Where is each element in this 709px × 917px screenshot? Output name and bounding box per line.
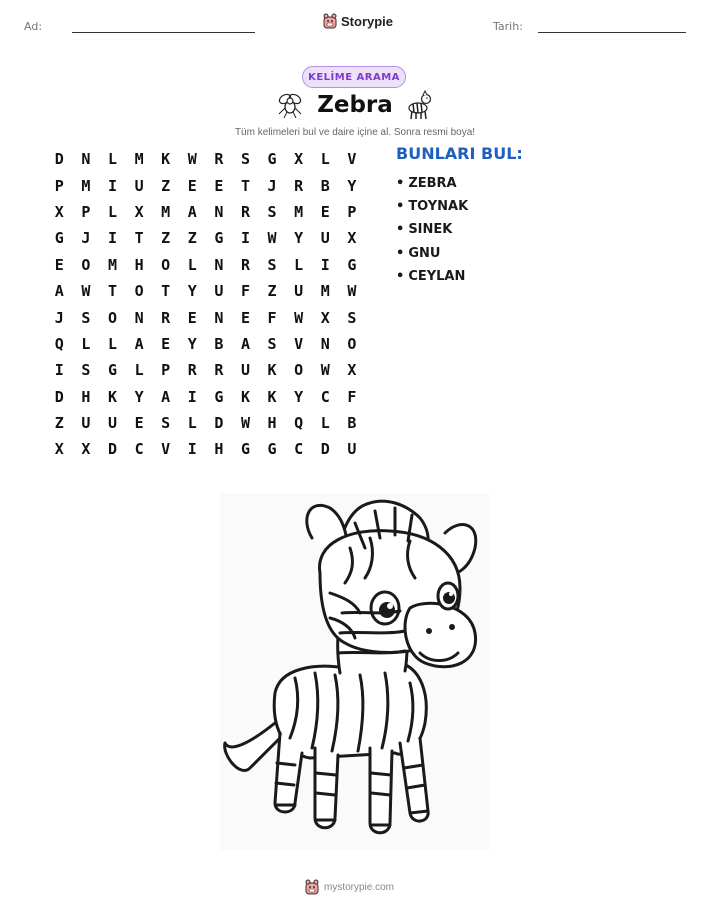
word-text: TOYNAK bbox=[408, 199, 469, 215]
word-search-badge: KELİME ARAMA bbox=[302, 66, 406, 88]
grid-row bbox=[46, 357, 365, 383]
grid-cell[interactable]: E bbox=[187, 308, 197, 327]
brand-logo bbox=[323, 13, 393, 29]
grid-cell[interactable]: P bbox=[161, 361, 171, 380]
footer bbox=[305, 879, 394, 895]
grid-cell[interactable]: I bbox=[54, 361, 64, 380]
bullet: • bbox=[396, 176, 405, 192]
grid-cell[interactable]: Z bbox=[54, 414, 64, 433]
grid-cell[interactable]: C bbox=[134, 440, 144, 459]
grid-cell[interactable]: U bbox=[81, 414, 91, 433]
grid-cell[interactable]: G bbox=[54, 229, 64, 248]
grid-cell[interactable]: L bbox=[81, 334, 91, 353]
grid-cell[interactable]: R bbox=[240, 255, 250, 274]
grid-cell[interactable]: Q bbox=[294, 414, 304, 433]
grid-cell[interactable]: L bbox=[320, 150, 330, 169]
grid-cell[interactable]: K bbox=[107, 387, 117, 406]
grid-row bbox=[46, 331, 365, 357]
grid-cell[interactable]: Z bbox=[161, 229, 171, 248]
instructions: Tüm kelimeleri bul ve daire içine al. Sonra resmi boya! bbox=[234, 127, 476, 138]
storypie-mascot-icon bbox=[305, 879, 319, 895]
word-list-title: BUNLARI BUL: bbox=[396, 144, 523, 163]
grid-cell[interactable]: I bbox=[107, 229, 117, 248]
grid-cell[interactable]: P bbox=[81, 202, 91, 221]
date-label: Tarih: bbox=[493, 20, 523, 33]
grid-cell[interactable]: F bbox=[240, 282, 250, 301]
footer-url[interactable]: mystorypie.com bbox=[324, 881, 395, 893]
grid-cell[interactable]: K bbox=[267, 361, 277, 380]
grid-cell[interactable]: R bbox=[294, 176, 304, 195]
grid-row bbox=[46, 225, 365, 251]
word-list-item bbox=[396, 242, 468, 265]
grid-cell[interactable]: U bbox=[214, 282, 224, 301]
grid-cell[interactable]: Z bbox=[161, 176, 171, 195]
grid-cell[interactable]: M bbox=[161, 202, 171, 221]
grid-cell[interactable]: L bbox=[107, 150, 117, 169]
grid-cell[interactable]: T bbox=[107, 282, 117, 301]
grid-cell[interactable]: L bbox=[107, 202, 117, 221]
grid-cell[interactable]: X bbox=[347, 361, 357, 380]
grid-cell[interactable]: V bbox=[294, 334, 304, 353]
grid-cell[interactable]: D bbox=[214, 414, 224, 433]
grid-cell[interactable]: X bbox=[320, 308, 330, 327]
grid-cell[interactable]: X bbox=[54, 440, 64, 459]
grid-cell[interactable]: C bbox=[294, 440, 304, 459]
grid-cell[interactable]: K bbox=[240, 387, 250, 406]
grid-cell[interactable]: N bbox=[214, 202, 224, 221]
grid-cell[interactable]: H bbox=[134, 255, 144, 274]
grid-cell[interactable]: P bbox=[347, 202, 357, 221]
grid-cell[interactable]: M bbox=[134, 150, 144, 169]
grid-cell[interactable]: J bbox=[54, 308, 64, 327]
fly-icon bbox=[275, 90, 305, 120]
grid-cell[interactable]: T bbox=[134, 229, 144, 248]
grid-cell[interactable]: D bbox=[107, 440, 117, 459]
grid-cell[interactable]: W bbox=[267, 229, 277, 248]
word-text: SINEK bbox=[408, 222, 453, 238]
grid-cell[interactable]: M bbox=[107, 255, 117, 274]
grid-cell[interactable]: M bbox=[81, 176, 91, 195]
grid-cell[interactable]: S bbox=[161, 414, 171, 433]
grid-cell[interactable]: A bbox=[187, 202, 197, 221]
grid-cell[interactable]: A bbox=[240, 334, 250, 353]
grid-cell[interactable]: G bbox=[267, 150, 277, 169]
grid-cell[interactable]: D bbox=[54, 150, 64, 169]
grid-cell[interactable]: O bbox=[134, 282, 144, 301]
grid-cell[interactable]: S bbox=[240, 150, 250, 169]
grid-row bbox=[46, 278, 365, 304]
grid-cell[interactable]: V bbox=[161, 440, 171, 459]
word-list-item bbox=[396, 172, 468, 195]
grid-cell[interactable]: I bbox=[320, 255, 330, 274]
grid-cell[interactable]: E bbox=[54, 255, 64, 274]
grid-cell[interactable]: V bbox=[347, 150, 357, 169]
grid-cell[interactable]: O bbox=[107, 308, 117, 327]
grid-cell[interactable]: M bbox=[294, 202, 304, 221]
zebra-coloring-illustration[interactable] bbox=[220, 493, 490, 850]
grid-cell[interactable]: Y bbox=[294, 229, 304, 248]
grid-cell[interactable]: Z bbox=[267, 282, 277, 301]
grid-cell[interactable]: R bbox=[214, 361, 224, 380]
grid-cell[interactable]: X bbox=[347, 229, 357, 248]
grid-cell[interactable]: L bbox=[107, 334, 117, 353]
word-list-item bbox=[396, 218, 468, 241]
grid-cell[interactable]: N bbox=[320, 334, 330, 353]
grid-cell[interactable]: J bbox=[267, 176, 277, 195]
grid-cell[interactable]: H bbox=[81, 387, 91, 406]
grid-row bbox=[46, 436, 365, 462]
grid-cell[interactable]: L bbox=[134, 361, 144, 380]
grid-cell[interactable]: I bbox=[187, 440, 197, 459]
grid-cell[interactable]: G bbox=[240, 440, 250, 459]
zebra-icon bbox=[404, 90, 434, 120]
grid-row bbox=[46, 384, 365, 410]
grid-cell[interactable]: S bbox=[81, 308, 91, 327]
grid-cell[interactable]: G bbox=[214, 387, 224, 406]
storypie-mascot-icon bbox=[323, 13, 337, 29]
grid-cell[interactable]: T bbox=[240, 176, 250, 195]
grid-cell[interactable]: G bbox=[347, 255, 357, 274]
grid-cell[interactable]: K bbox=[161, 150, 171, 169]
grid-cell[interactable]: I bbox=[240, 229, 250, 248]
word-text: GNU bbox=[408, 245, 441, 261]
bullet: • bbox=[396, 199, 405, 215]
grid-cell[interactable]: S bbox=[81, 361, 91, 380]
word-search-grid[interactable] bbox=[46, 146, 365, 463]
grid-cell[interactable]: W bbox=[347, 282, 357, 301]
grid-cell[interactable]: L bbox=[294, 255, 304, 274]
grid-cell[interactable]: E bbox=[134, 414, 144, 433]
grid-cell[interactable]: A bbox=[54, 282, 64, 301]
grid-cell[interactable]: N bbox=[134, 308, 144, 327]
grid-cell[interactable]: Y bbox=[187, 282, 197, 301]
grid-cell[interactable]: L bbox=[187, 255, 197, 274]
grid-cell[interactable]: G bbox=[267, 440, 277, 459]
word-text: CEYLAN bbox=[408, 268, 466, 284]
grid-cell[interactable]: O bbox=[161, 255, 171, 274]
grid-cell[interactable]: A bbox=[134, 334, 144, 353]
grid-cell[interactable]: B bbox=[214, 334, 224, 353]
grid-cell[interactable]: N bbox=[214, 255, 224, 274]
grid-cell[interactable]: M bbox=[320, 282, 330, 301]
brand-name: Storypie bbox=[341, 13, 394, 29]
date-line[interactable] bbox=[538, 32, 686, 33]
grid-cell[interactable]: Y bbox=[134, 387, 144, 406]
grid-cell[interactable]: Y bbox=[294, 387, 304, 406]
bullet: • bbox=[396, 268, 405, 284]
grid-row bbox=[46, 304, 365, 330]
grid-cell[interactable]: R bbox=[187, 361, 197, 380]
grid-cell[interactable]: Z bbox=[187, 229, 197, 248]
word-list bbox=[396, 172, 468, 288]
grid-row bbox=[46, 410, 365, 436]
grid-cell[interactable]: E bbox=[187, 176, 197, 195]
grid-cell[interactable]: X bbox=[54, 202, 64, 221]
grid-cell[interactable]: H bbox=[214, 440, 224, 459]
grid-cell[interactable]: J bbox=[81, 229, 91, 248]
grid-cell[interactable]: X bbox=[81, 440, 91, 459]
word-text: ZEBRA bbox=[408, 176, 457, 192]
grid-cell[interactable]: G bbox=[107, 361, 117, 380]
grid-cell[interactable]: O bbox=[347, 334, 357, 353]
grid-cell[interactable]: E bbox=[214, 176, 224, 195]
grid-row bbox=[46, 199, 365, 225]
bullet: • bbox=[396, 245, 405, 261]
grid-cell[interactable]: N bbox=[81, 150, 91, 169]
grid-cell[interactable]: O bbox=[294, 361, 304, 380]
grid-cell[interactable]: H bbox=[267, 414, 277, 433]
grid-cell[interactable]: N bbox=[214, 308, 224, 327]
grid-cell[interactable]: E bbox=[161, 334, 171, 353]
grid-cell[interactable]: W bbox=[81, 282, 91, 301]
grid-cell[interactable]: W bbox=[294, 308, 304, 327]
name-line[interactable] bbox=[72, 32, 255, 33]
grid-cell[interactable]: S bbox=[267, 255, 277, 274]
grid-cell[interactable]: K bbox=[267, 387, 277, 406]
grid-cell[interactable]: U bbox=[107, 414, 117, 433]
grid-cell[interactable]: T bbox=[161, 282, 171, 301]
grid-cell[interactable]: L bbox=[187, 414, 197, 433]
grid-cell[interactable]: Y bbox=[187, 334, 197, 353]
grid-cell[interactable]: F bbox=[347, 387, 357, 406]
grid-cell[interactable]: C bbox=[320, 387, 330, 406]
grid-cell[interactable]: R bbox=[214, 150, 224, 169]
grid-cell[interactable]: B bbox=[320, 176, 330, 195]
grid-cell[interactable]: O bbox=[81, 255, 91, 274]
grid-cell[interactable]: R bbox=[240, 202, 250, 221]
grid-cell[interactable]: B bbox=[347, 414, 357, 433]
page-title: Zebra bbox=[317, 92, 393, 118]
grid-cell[interactable]: W bbox=[240, 414, 250, 433]
grid-cell[interactable]: U bbox=[294, 282, 304, 301]
name-label: Ad: bbox=[24, 20, 43, 33]
word-list-item bbox=[396, 265, 468, 288]
grid-cell[interactable]: U bbox=[320, 229, 330, 248]
grid-cell[interactable]: Y bbox=[347, 176, 357, 195]
grid-cell[interactable]: I bbox=[107, 176, 117, 195]
grid-cell[interactable]: W bbox=[320, 361, 330, 380]
bullet: • bbox=[396, 222, 405, 238]
grid-cell[interactable]: A bbox=[161, 387, 171, 406]
grid-cell[interactable]: U bbox=[240, 361, 250, 380]
grid-cell[interactable]: E bbox=[320, 202, 330, 221]
grid-cell[interactable]: G bbox=[214, 229, 224, 248]
grid-cell[interactable]: U bbox=[347, 440, 357, 459]
grid-cell[interactable]: E bbox=[240, 308, 250, 327]
grid-cell[interactable]: R bbox=[161, 308, 171, 327]
grid-cell[interactable]: L bbox=[320, 414, 330, 433]
grid-row bbox=[46, 252, 365, 278]
grid-cell[interactable]: Q bbox=[54, 334, 64, 353]
zebra-drawing bbox=[220, 493, 490, 850]
grid-cell[interactable]: D bbox=[54, 387, 64, 406]
grid-row bbox=[46, 146, 365, 172]
grid-cell[interactable]: S bbox=[267, 334, 277, 353]
grid-cell[interactable]: S bbox=[267, 202, 277, 221]
grid-cell[interactable]: I bbox=[187, 387, 197, 406]
grid-cell[interactable]: S bbox=[347, 308, 357, 327]
grid-cell[interactable]: W bbox=[187, 150, 197, 169]
grid-cell[interactable]: D bbox=[320, 440, 330, 459]
grid-cell[interactable]: P bbox=[54, 176, 64, 195]
grid-cell[interactable]: X bbox=[134, 202, 144, 221]
grid-cell[interactable]: X bbox=[294, 150, 304, 169]
word-list-item bbox=[396, 195, 468, 218]
grid-cell[interactable]: U bbox=[134, 176, 144, 195]
grid-row bbox=[46, 172, 365, 198]
grid-cell[interactable]: F bbox=[267, 308, 277, 327]
